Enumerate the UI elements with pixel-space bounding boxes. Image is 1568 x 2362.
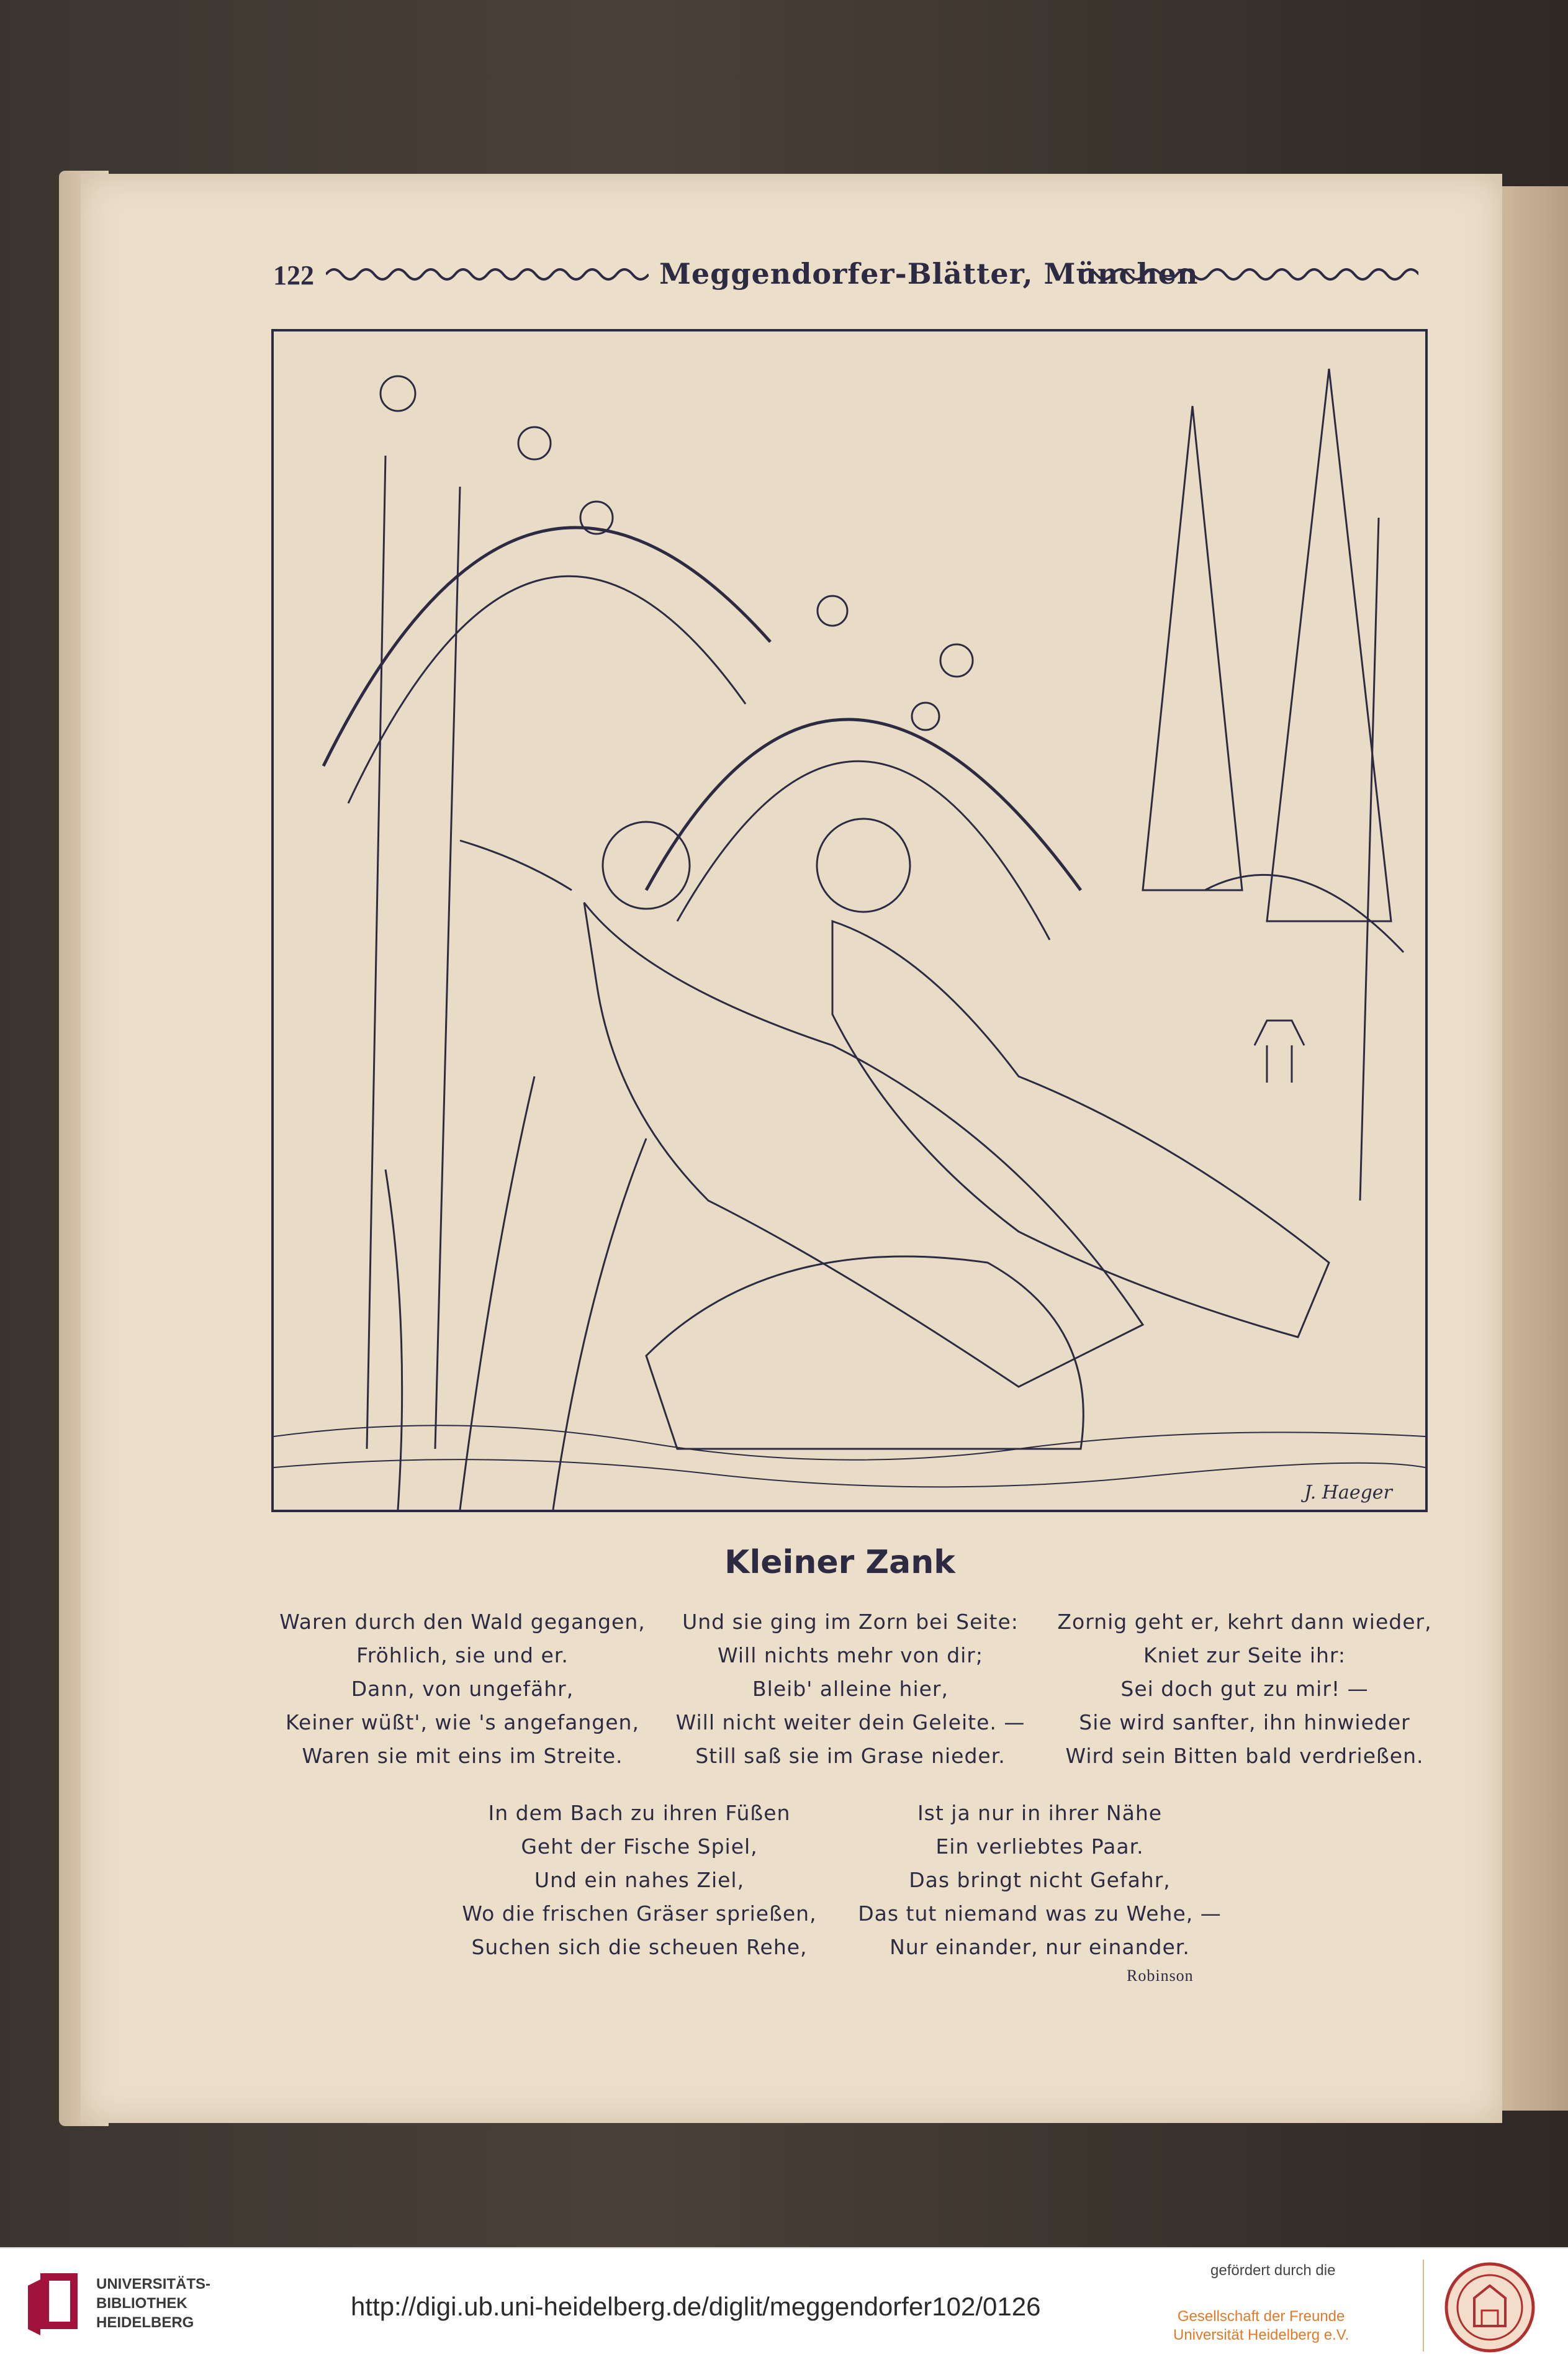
verse-line: Still saß sie im Grase nieder.	[695, 1744, 1006, 1768]
stanza	[453, 1796, 826, 1964]
running-title: Meggendorfer-Blätter, München	[659, 257, 1199, 291]
stanza	[273, 1605, 652, 1773]
verse-line: Waren durch den Wald gegangen,	[279, 1610, 646, 1634]
society-name-link[interactable]	[1173, 2307, 1349, 2345]
verse-line: Sei doch gut zu mir! —	[1120, 1677, 1369, 1701]
verse-line: Waren sie mit eins im Streite.	[302, 1744, 623, 1768]
library-name-line: BIBLIOTHEK	[96, 2295, 187, 2312]
artist-signature: J. Haeger	[1304, 1482, 1392, 1503]
permalink-url[interactable]: http://digi.ub.uni-heidelberg.de/diglit/meggendorfer102/0126	[351, 2292, 1041, 2321]
verse-line: Das bringt nicht Gefahr,	[909, 1868, 1171, 1892]
verse-line: Ist ja nur in ihrer Nähe	[917, 1801, 1163, 1825]
university-library-logo-icon[interactable]	[22, 2267, 90, 2342]
verse-line: Will nichts mehr von dir;	[717, 1643, 983, 1667]
library-name-line: UNIVERSITÄTS-	[96, 2276, 211, 2292]
verse-line: Ein verliebtes Paar.	[935, 1834, 1144, 1859]
verse-line: Dann, von ungefähr,	[351, 1677, 574, 1701]
verse-line: Nur einander, nur einander.	[890, 1935, 1190, 1959]
society-name-line: Universität Heidelberg e.V.	[1173, 2327, 1349, 2343]
society-name-line: Gesellschaft der Freunde	[1177, 2308, 1345, 2325]
header-ornament-left	[326, 263, 649, 286]
verse-line: Wo die frischen Gräser sprießen,	[462, 1901, 817, 1926]
verse-line: Und ein nahes Ziel,	[534, 1868, 745, 1892]
verse-line: Und sie ging im Zorn bei Seite:	[682, 1610, 1019, 1634]
verse-line: Keiner wüßt', wie 's angefangen,	[286, 1710, 639, 1734]
poem-title: Kleiner Zank	[724, 1544, 955, 1581]
illustration-couple-in-meadow	[271, 329, 1428, 1512]
page-number: 122	[273, 260, 314, 291]
stanza	[1049, 1605, 1440, 1773]
library-name-line: HEIDELBERG	[96, 2314, 194, 2331]
verse-line: Will nicht weiter dein Geleite. —	[675, 1710, 1025, 1734]
footer-divider	[1423, 2260, 1424, 2351]
verse-line: Das tut niemand was zu Wehe, —	[858, 1901, 1222, 1926]
poem-author: Robinson	[1127, 1967, 1194, 1985]
verse-line: Kniet zur Seite ihr:	[1143, 1643, 1346, 1667]
university-seal-icon[interactable]	[1443, 2261, 1536, 2354]
stanza	[847, 1796, 1232, 1964]
verse-line: Bleib' alleine hier,	[752, 1677, 948, 1701]
stanza	[664, 1605, 1037, 1773]
header-ornament-right	[1080, 263, 1418, 286]
verse-line: Wird sein Bitten bald verdrießen.	[1065, 1744, 1424, 1768]
verse-line: Sie wird sanfter, ihn hinwieder	[1079, 1710, 1410, 1734]
verse-line: Suchen sich die scheuen Rehe,	[471, 1935, 808, 1959]
funded-by-label: gefördert durch die	[1210, 2262, 1336, 2279]
verse-line: Geht der Fische Spiel,	[521, 1834, 758, 1859]
verse-line: In dem Bach zu ihren Füßen	[488, 1801, 791, 1825]
pine-tree	[1267, 369, 1391, 921]
verse-line: Zornig geht er, kehrt dann wieder,	[1057, 1610, 1432, 1634]
footer-bar	[0, 2247, 1568, 2362]
book-edge-right	[1502, 186, 1568, 2111]
verse-line: Fröhlich, sie und er.	[356, 1643, 569, 1667]
pine-tree	[1143, 406, 1242, 890]
university-library-name[interactable]	[96, 2274, 210, 2332]
